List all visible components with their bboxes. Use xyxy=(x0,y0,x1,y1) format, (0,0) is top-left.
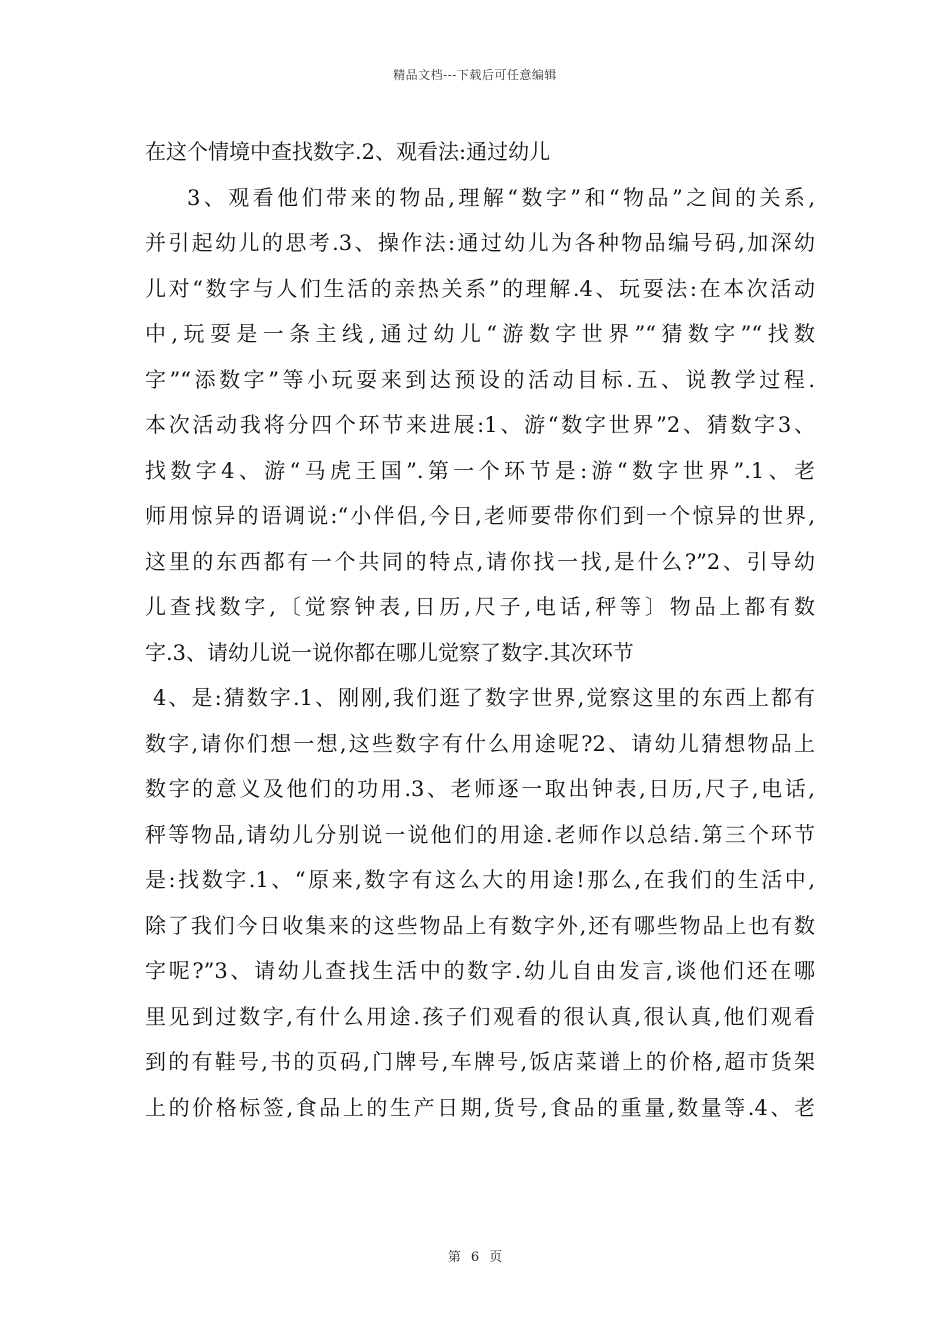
text-line: 字.3、请幼儿说一说你都在哪儿觉察了数字.其次环节 xyxy=(145,640,634,665)
text-line: 是:找数字.1、“原来,数字有这么大的用途!那么,在我们的生活中, xyxy=(145,868,815,892)
text-line: 除了我们今日收集来的这些物品上有数字外,还有哪些物品上也有数 xyxy=(145,913,815,938)
text-line: 3、观看他们带来的物品,理解“数字”和“物品”之间的关系, xyxy=(187,185,815,210)
page-label-prefix: 第 xyxy=(447,1250,461,1265)
text-line: 字呢?”3、请幼儿查找生活中的数字.幼儿自由发言,谈他们还在哪 xyxy=(145,959,815,983)
text-line: 在这个情境中查找数字.2、观看法:通过幼儿 xyxy=(145,140,551,164)
text-line: 本次活动我将分四个环节来进展:1、游“数字世界”2、猜数字3、 xyxy=(145,413,815,437)
text-line: 这里的东西都有一个共同的特点,请你找一找,是什么?”2、引导幼 xyxy=(145,549,815,574)
text-line: 字”“添数字”等小玩耍来到达预设的活动目标.五、说教学过程. xyxy=(145,367,815,392)
text-line: 中,玩耍是一条主线,通过幼儿“游数字世界”“猜数字”“找数 xyxy=(145,322,815,346)
text-line: 4、是:猜数字.1、刚刚,我们逛了数字世界,觉察这里的东西上都有 xyxy=(153,686,815,710)
text-line: 儿查找数字,〔觉察钟表,日历,尺子,电话,秤等〕物品上都有数 xyxy=(145,595,815,619)
text-line: 上的价格标签,食品上的生产日期,货号,食品的重量,数量等.4、老 xyxy=(145,1095,815,1120)
text-line: 找数字4、游“马虎王国”.第一个环节是:游“数字世界”.1、老 xyxy=(145,458,815,483)
page-number: 6 xyxy=(470,1250,480,1265)
text-line: 并引起幼儿的思考.3、操作法:通过幼儿为各种物品编号码,加深幼 xyxy=(145,231,815,255)
text-line: 里见到过数字,有什么用途.孩子们观看的很认真,很认真,他们观看 xyxy=(145,1004,815,1029)
text-line: 秤等物品,请幼儿分别说一说他们的用途.老师作以总结.第三个环节 xyxy=(145,822,815,847)
text-line: 数字,请你们想一想,这些数字有什么用途呢?2、请幼儿猜想物品上 xyxy=(145,731,815,756)
text-line: 到的有鞋号,书的页码,门牌号,车牌号,饭店菜谱上的价格,超市货架 xyxy=(145,1050,815,1074)
page-footer xyxy=(0,1246,950,1265)
text-line: 师用惊异的语调说:“小伴侣,今日,老师要带你们到一个惊异的世界, xyxy=(145,504,815,528)
text-line: 儿对“数字与人们生活的亲热关系”的理解.4、玩耍法:在本次活动 xyxy=(145,276,815,301)
page-label-suffix: 页 xyxy=(489,1250,503,1265)
text-line: 数字的意义及他们的功用.3、老师逐一取出钟表,日历,尺子,电话, xyxy=(145,777,815,801)
page-header: 精品文档---下载后可任意编辑 xyxy=(393,68,557,82)
document-body xyxy=(145,130,815,1131)
